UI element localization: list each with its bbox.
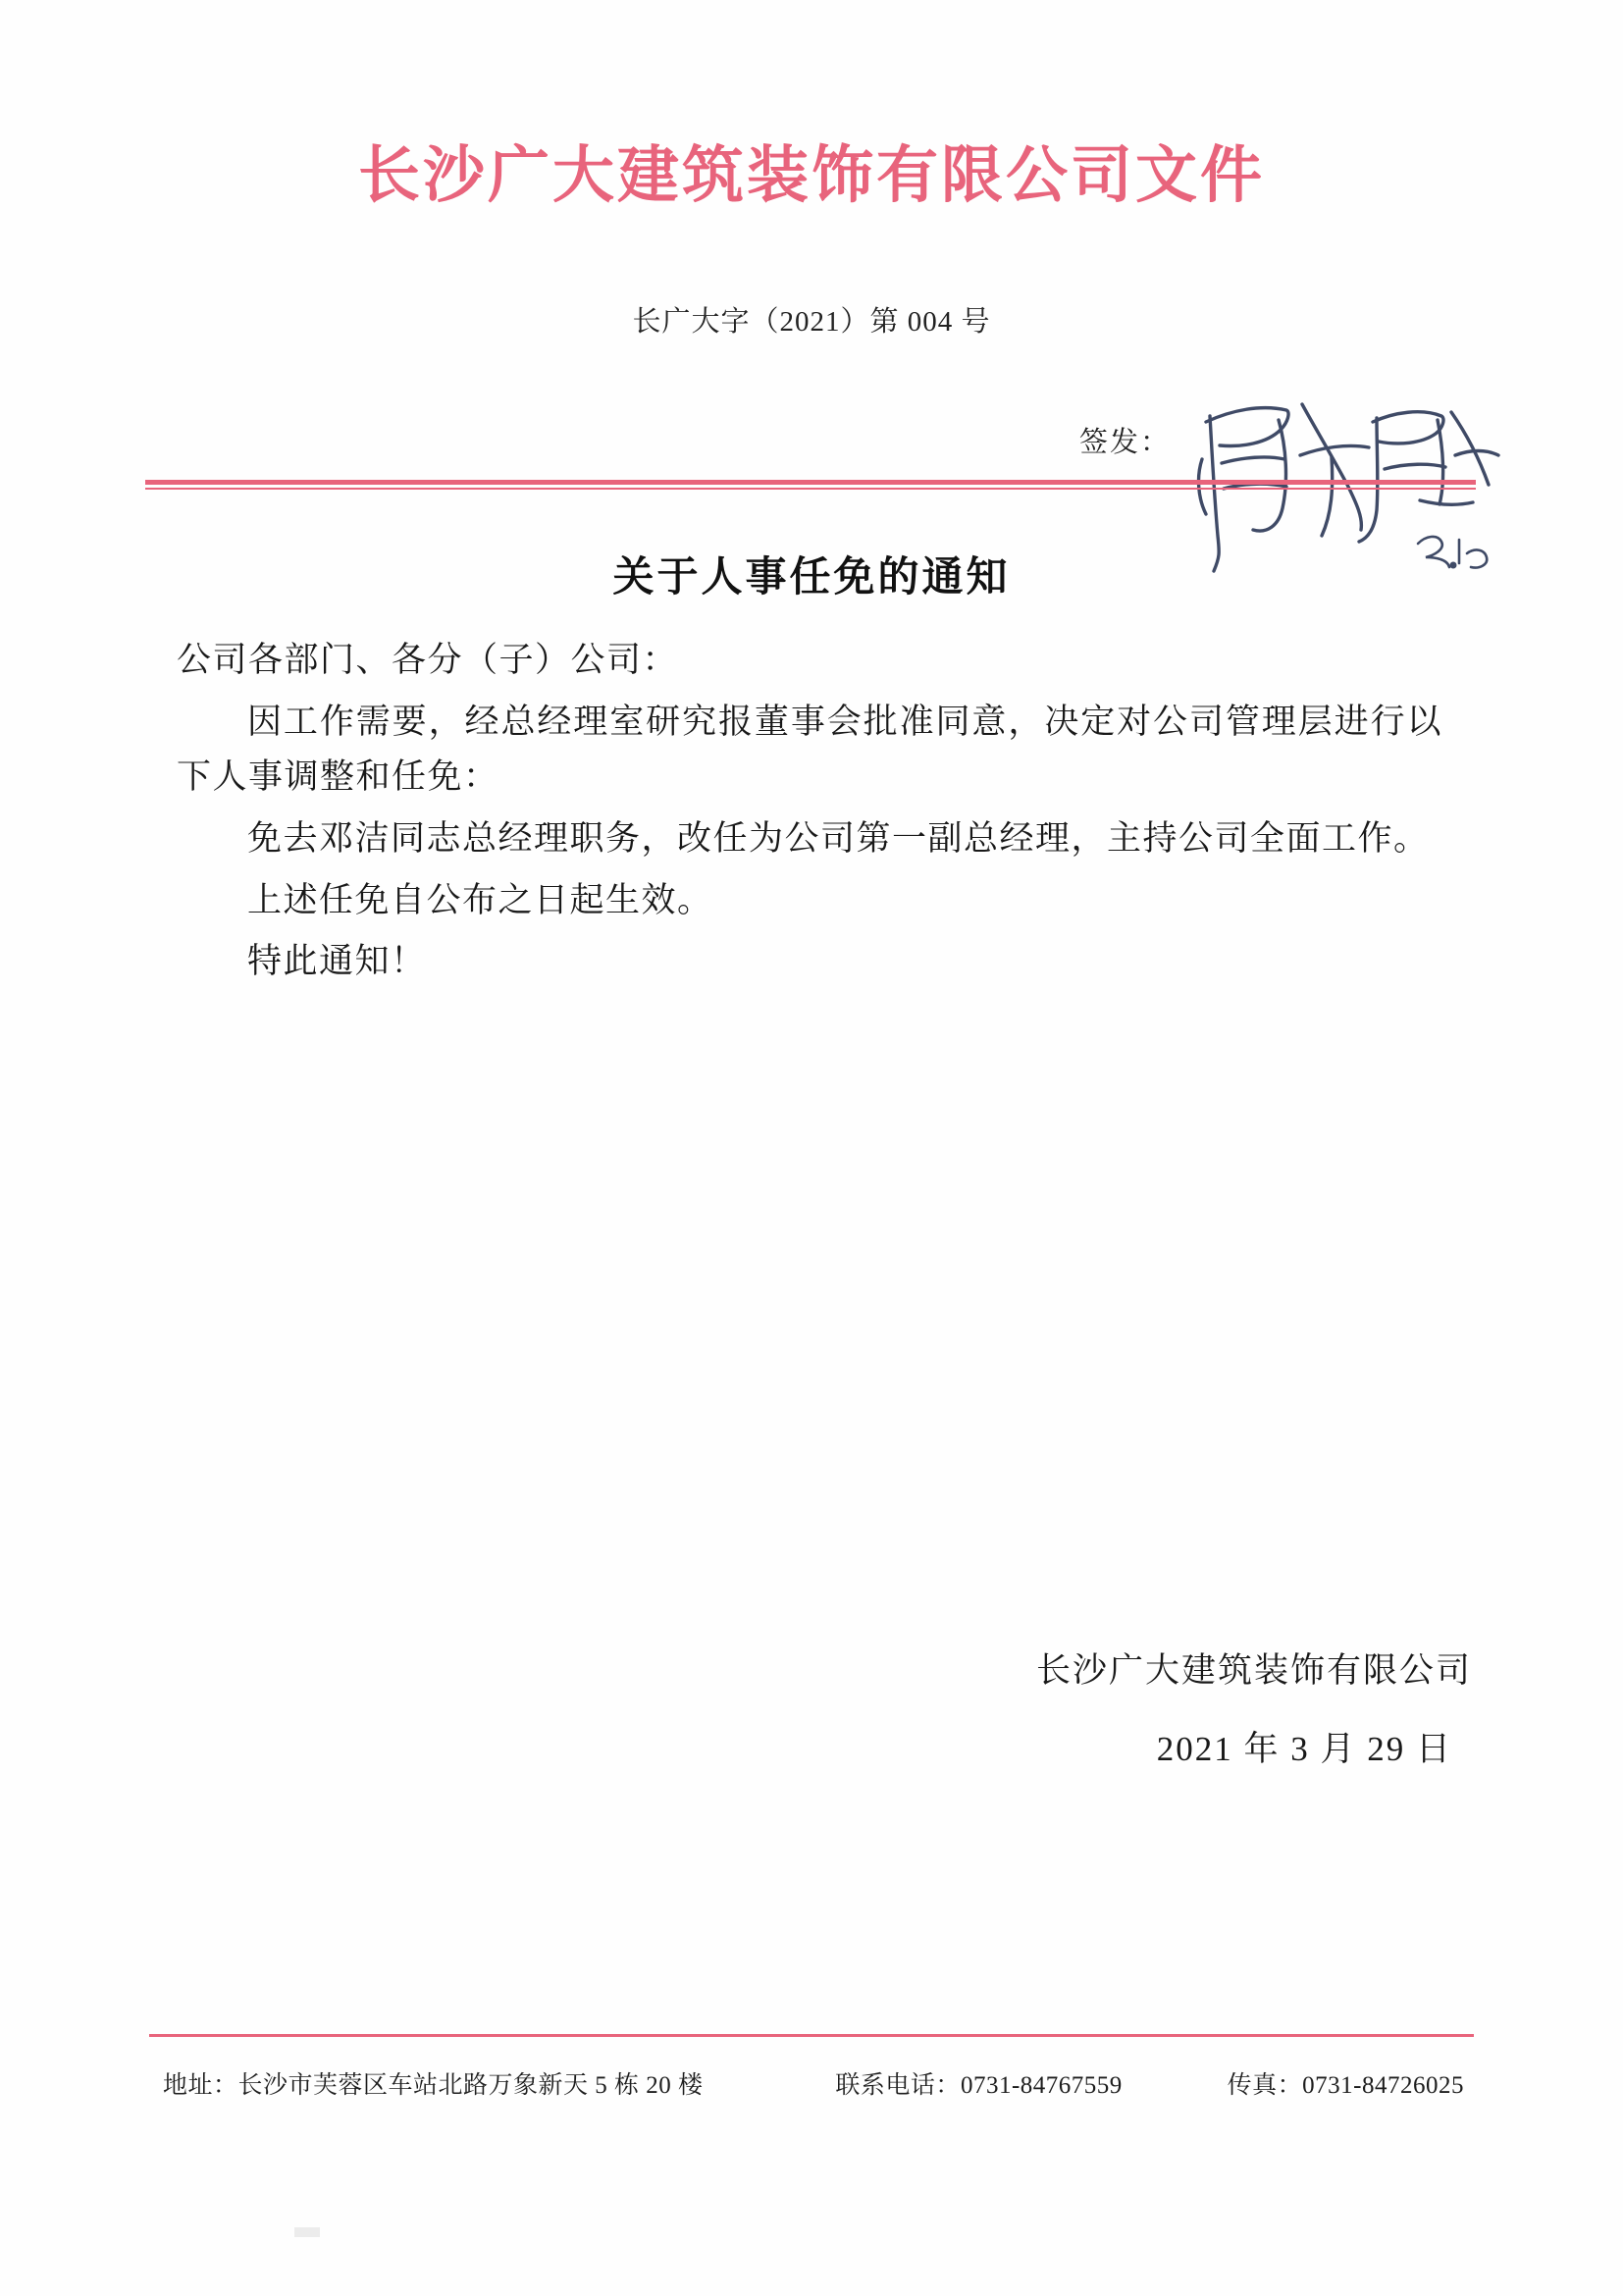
footer-fax-value: 0731-84726025 — [1302, 2072, 1464, 2099]
header-divider-thick — [145, 480, 1476, 485]
footer-telephone — [835, 2065, 1122, 2101]
signoff-date: 2021 年 3 月 29 日 — [1156, 1730, 1452, 1768]
document-title: 关于人事任免的通知 — [612, 552, 1011, 600]
document-number: 长广大字（2021）第 004 号 — [632, 306, 991, 338]
document-body — [177, 633, 1442, 996]
signoff-company: 长沙广大建筑装饰有限公司 — [1035, 1651, 1472, 1690]
signer-label: 签发： — [1079, 427, 1172, 458]
footer-divider — [149, 2034, 1474, 2037]
footer-address — [163, 2065, 704, 2101]
body-paragraph-2: 免去邓洁同志总经理职务，改任为公司第一副总经理，主持公司全面工作。 — [247, 819, 1430, 859]
footer-fax-label: 传真： — [1227, 2072, 1303, 2099]
signoff-block — [0, 1644, 1472, 1771]
body-paragraph-1: 因工作需要，经总经理室研究报董事会批准同意，决定对公司管理层进行以下人事调整和任免： — [177, 702, 1442, 797]
document-header — [0, 139, 1623, 210]
body-paragraph-4: 特此通知！ — [247, 942, 427, 981]
header-divider-thin — [145, 488, 1476, 490]
body-paragraph-3: 上述任免自公布之日起生效。 — [247, 880, 713, 919]
body-paragraph-salutation: 公司各部门、各分（子）公司： — [177, 641, 679, 679]
footer-address-label: 地址： — [163, 2072, 238, 2099]
footer-address-value: 长沙市芙蓉区车站北路万象新天 5 栋 20 楼 — [237, 2072, 704, 2099]
organization-title: 长沙广大建筑装饰有限公司文件 — [358, 138, 1265, 211]
footer-tel-label: 联系电话： — [835, 2072, 961, 2099]
header-divider — [145, 480, 1476, 490]
document-footer — [149, 2065, 1474, 2101]
scan-artifact — [294, 2227, 320, 2237]
footer-tel-value: 0731-84767559 — [960, 2072, 1123, 2099]
footer-fax — [1228, 2065, 1464, 2101]
